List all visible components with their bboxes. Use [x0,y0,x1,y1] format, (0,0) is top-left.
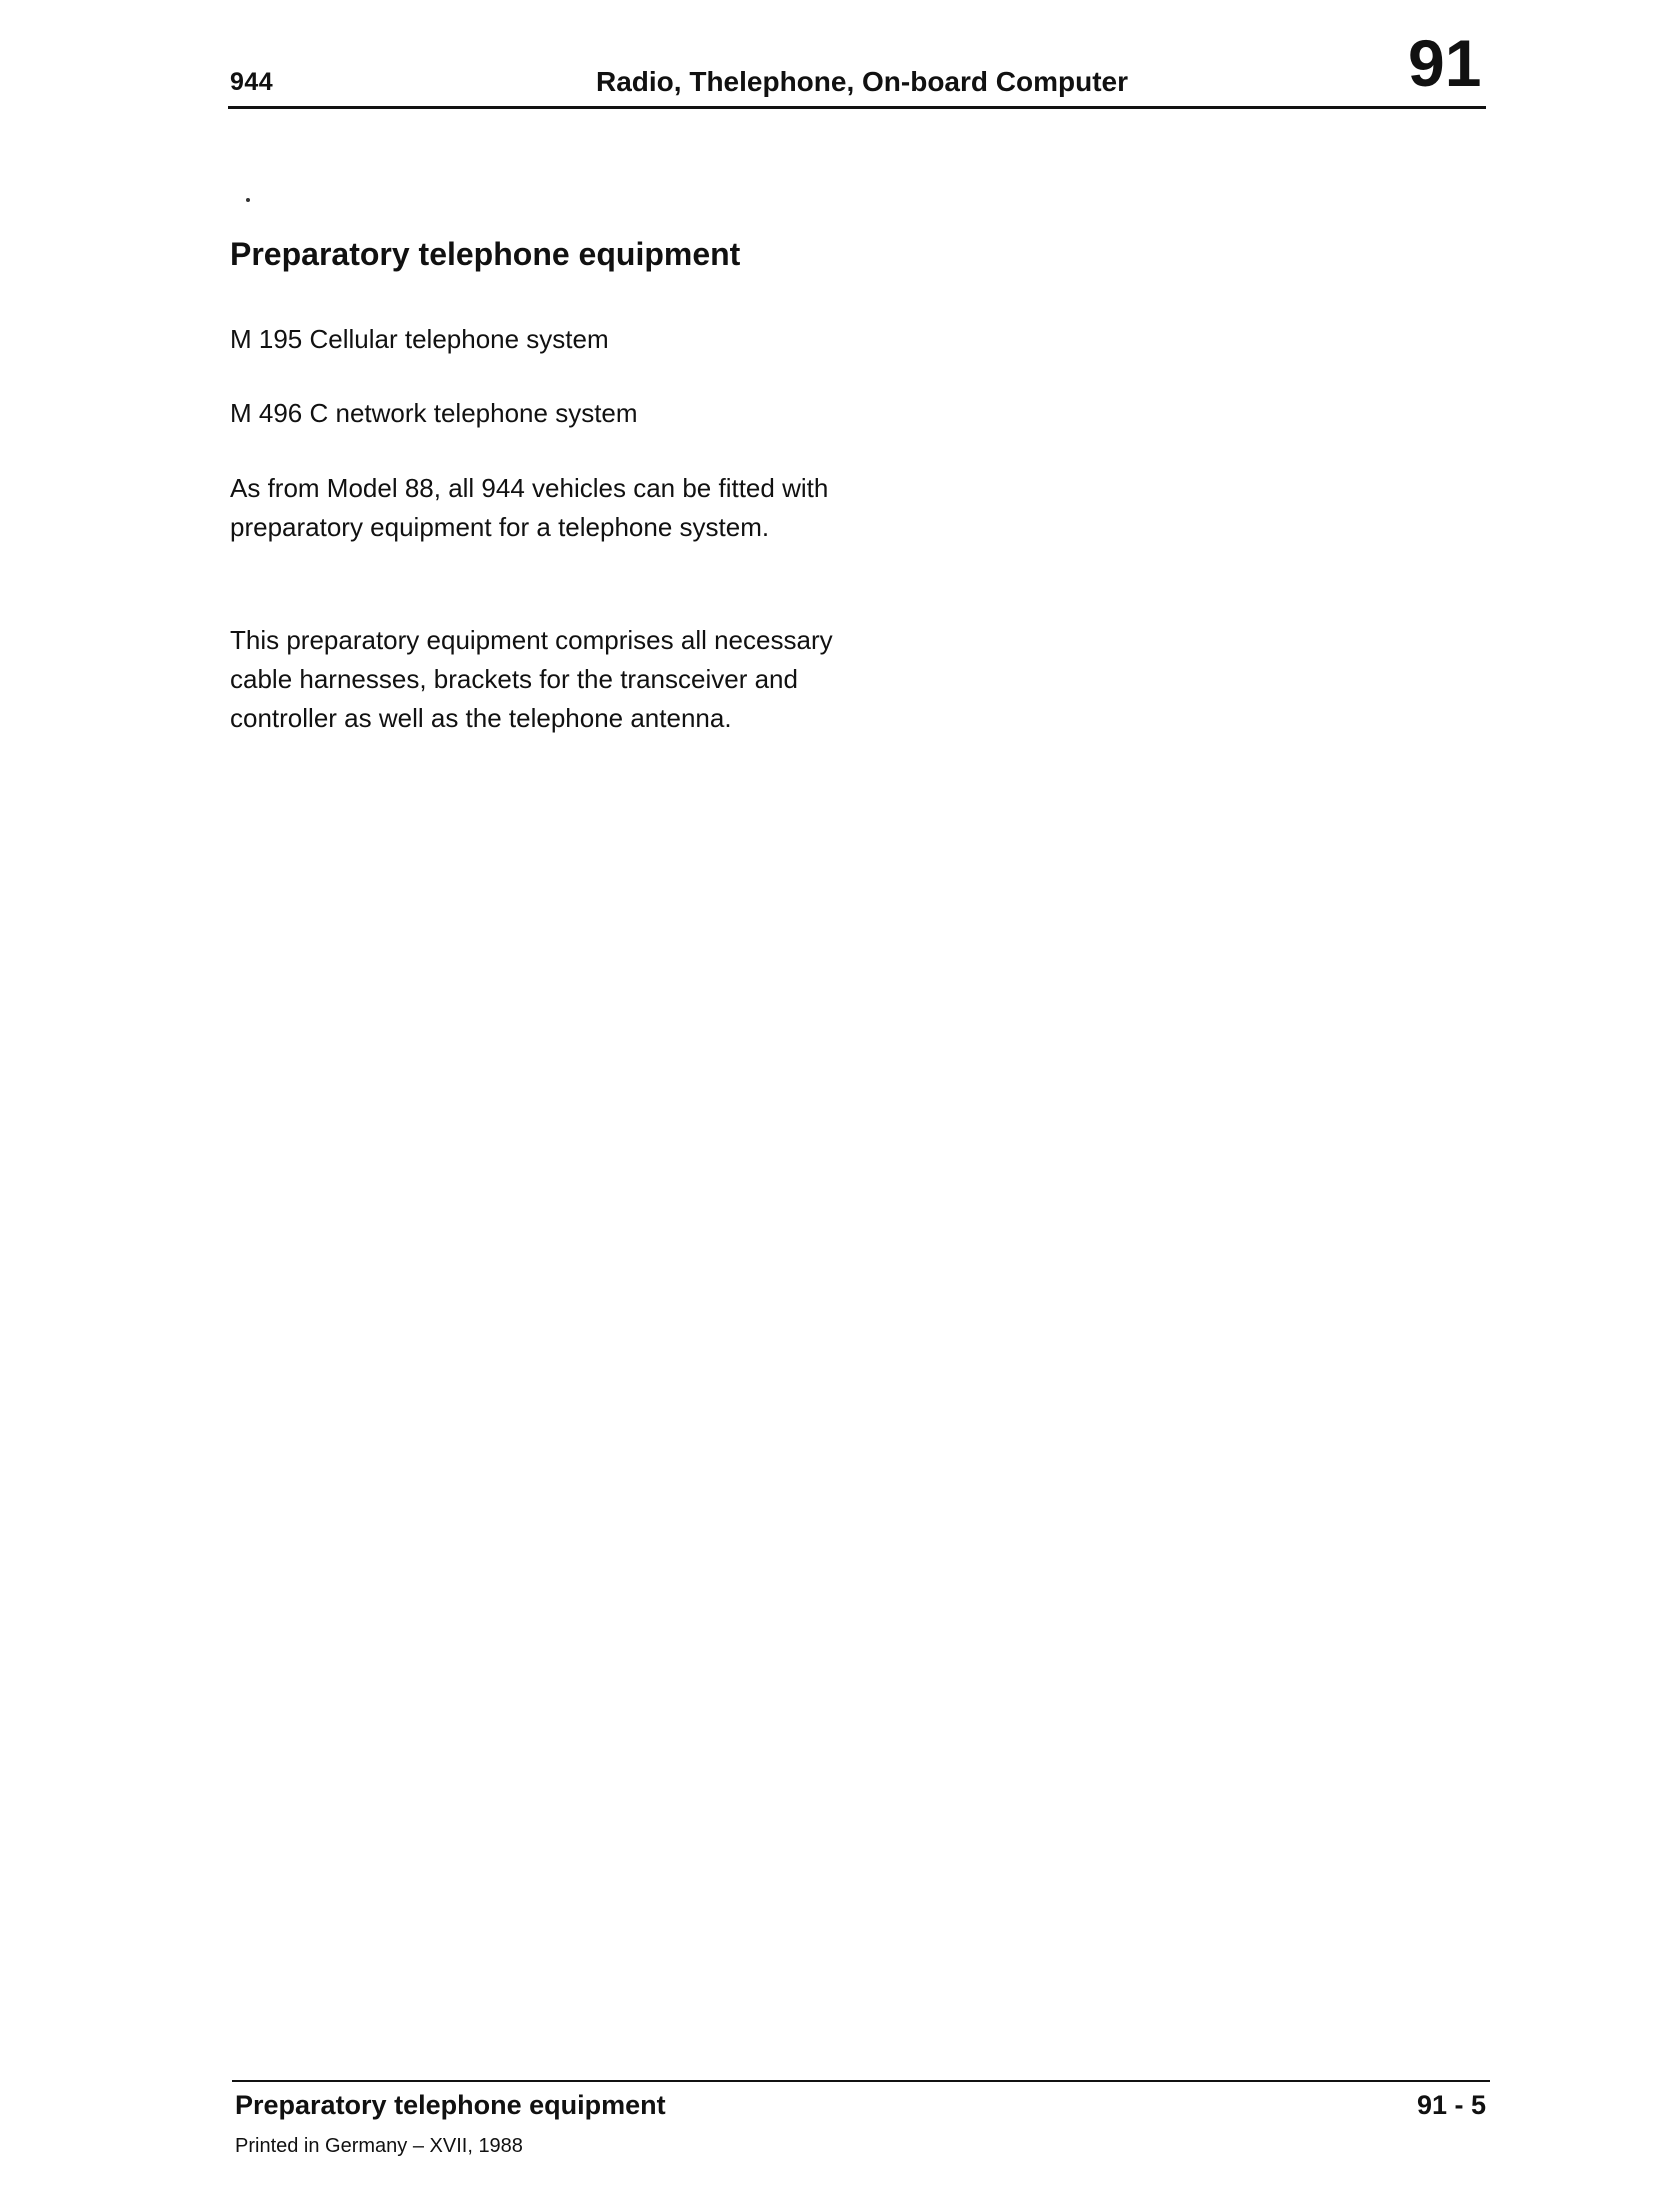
paragraph-model-88: As from Model 88, all 944 vehicles can be fitted with preparatory equipment for a telephone system. [230,473,829,542]
footer-page-number: 91 - 5 [1417,2090,1487,2120]
paragraph-m195: M 195 Cellular telephone system [230,324,609,354]
scan-speck [246,198,250,202]
section-title: Preparatory telephone equipment [230,236,741,272]
paragraph-equipment-contents: This preparatory equipment comprises all necessary cable harnesses, brackets for the transceiver and controller as well as the telephone antenna. [230,625,833,733]
header-group-number: 91 [1408,26,1482,100]
footer-section-title: Preparatory telephone equipment [235,2090,666,2120]
paragraph-m496: M 496 C network telephone system [230,398,638,428]
header-model: 944 [230,68,274,96]
header-title: Radio, Thelephone, On-board Computer [596,66,1128,97]
header-rule [228,106,1486,109]
footer-print-info: Printed in Germany – XVII, 1988 [235,2135,523,2157]
footer-rule [232,2080,1490,2082]
